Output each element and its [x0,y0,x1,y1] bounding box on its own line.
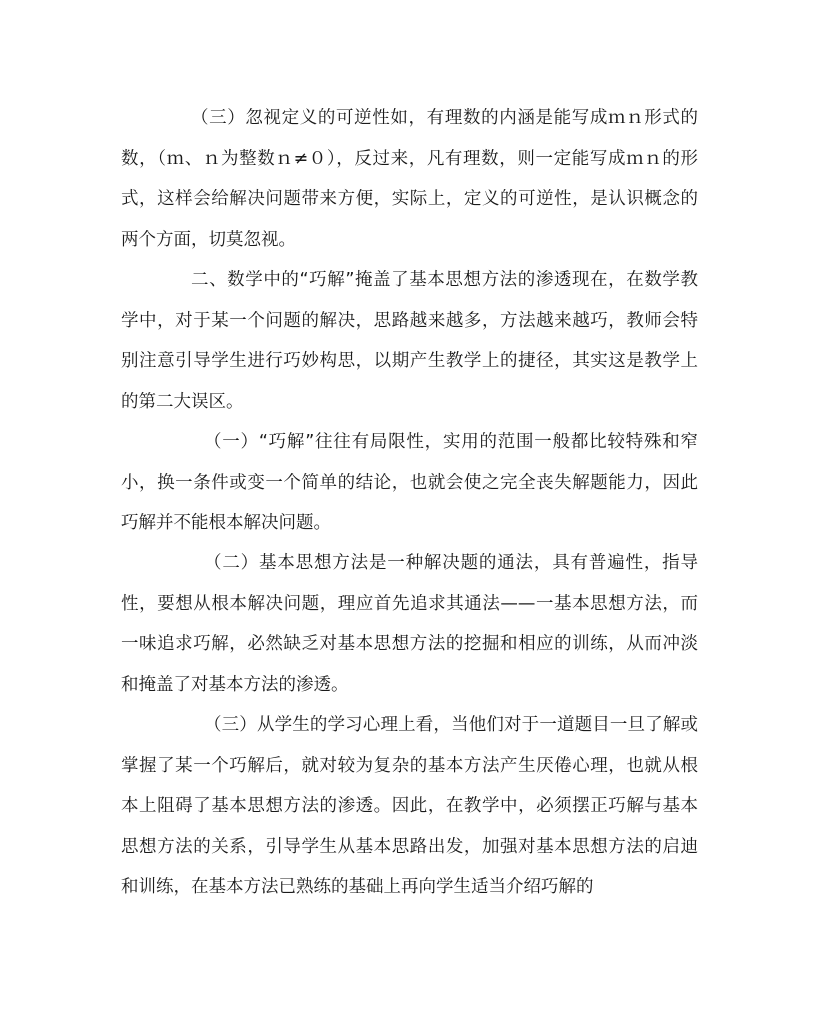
paragraph-basic-methods-general: （二）基本思想方法是一种解决题的通法，具有普遍性，指导性，要想从根本解决问题，理应首先追求其通法——一基本思想方法，而一味追求巧解，必然缺乏对基本思想方法的挖掘和相应的训练，从而冲淡和掩盖了对基本方法的渗透。 [121,553,698,695]
paragraph-clever-solution-section: 二、数学中的“巧解”掩盖了基本思想方法的渗透现在，在数学教学中，对于某一个问题的解决，思路越来越多，方法越来越巧，教师会特别注意引导学生进行巧妙构思，以期产生教学上的捷径，其实这是教学上的第二大误区。 [121,270,698,412]
paragraph-student-psychology: （三）从学生的学习心理上看，当他们对于一道题目一旦了解或掌握了某一个巧解后，就对较为复杂的基本方法产生厌倦心理，也就从根本上阻碍了基本思想方法的渗透。因此，在教学中，必须摆正巧解与基本思想方法的关系，引导学生从基本思路出发，加强对基本思想方法的启迪和训练，在基本方法已熟练的基础上再向学生适当介绍巧解的 [121,715,698,897]
paragraph-clever-solution-limitations: （一）“巧解”往往有局限性，实用的范围一般都比较特殊和窄小，换一条件或变一个简单的结论，也就会使之完全丧失解题能力，因此巧解并不能根本解决问题。 [121,432,698,533]
paragraph-definition-reversibility: （三）忽视定义的可逆性如，有理数的内涵是能写成ｍｎ形式的数，（ｍ、ｎ为整数ｎ≠０），反过来，凡有理数，则一定能写成ｍｎ的形式，这样会给解决问题带来方便，实际上，定义的可逆性，是认识概念的两个方面，切莫忽视。 [121,108,698,250]
